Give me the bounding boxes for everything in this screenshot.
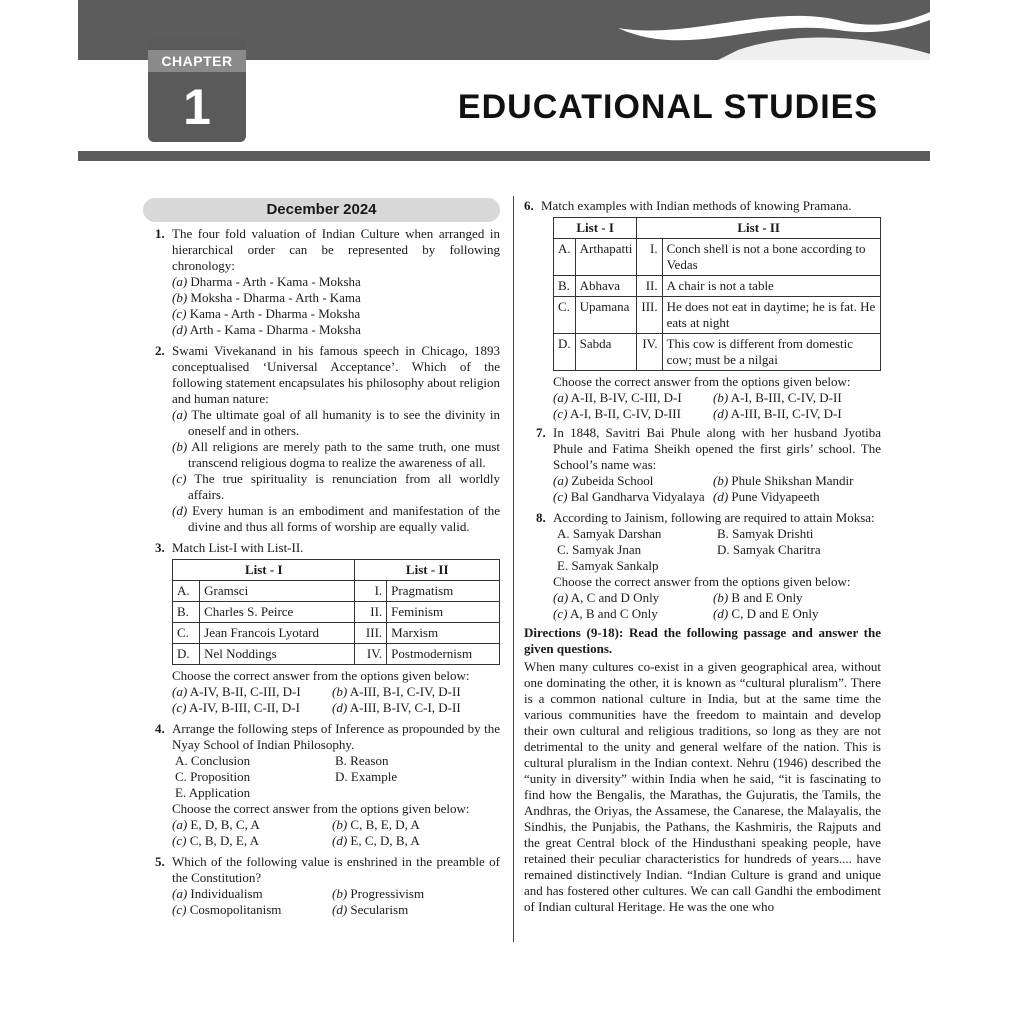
option-key: (c) <box>553 406 568 421</box>
cell: Gramsci <box>200 581 355 602</box>
option-key: (d) <box>172 322 188 337</box>
option-text: Phule Shikshan Mandir <box>731 473 854 488</box>
option <box>332 886 500 902</box>
option <box>332 684 500 700</box>
option <box>172 902 332 918</box>
option-text: Bal Gandharva Vidyalaya <box>570 489 705 504</box>
options-grid <box>155 886 500 918</box>
cell: This cow is different from domestic cow; must be a nilgai <box>662 334 880 371</box>
list-item: E. Samyak Sankalp <box>557 558 659 573</box>
table-row <box>554 334 881 371</box>
cell: Charles S. Peirce <box>200 602 355 623</box>
option-key: (a) <box>553 390 569 405</box>
cell: IV. <box>355 644 387 665</box>
list2-header: List - II <box>355 560 500 581</box>
question-5 <box>155 854 500 886</box>
options-grid <box>524 473 881 505</box>
options-grid <box>524 390 881 422</box>
question-number: 5. <box>155 854 165 869</box>
option-text: The ultimate goal of all humanity is to see the divinity in oneself and in others. <box>188 407 501 438</box>
cell: Jean Francois Lyotard <box>200 623 355 644</box>
table-row <box>173 623 500 644</box>
page-title: EDUCATIONAL STUDIES <box>457 88 878 126</box>
question-8 <box>524 510 881 526</box>
option <box>553 390 713 406</box>
question-text: Which of the following value is enshrined in the preamble of the Constitution? <box>172 854 500 885</box>
option <box>553 406 713 422</box>
option <box>172 684 332 700</box>
option <box>155 306 500 322</box>
option <box>155 290 500 306</box>
option <box>553 606 713 622</box>
cell: He does not eat in daytime; he is fat. He eats at night <box>662 297 880 334</box>
option-key: (a) <box>553 473 569 488</box>
cell: Abhava <box>575 276 637 297</box>
list1-header: List - I <box>554 218 637 239</box>
passage-directions: Directions (9-18): Read the following passage and answer the given questions. <box>524 625 881 656</box>
option <box>332 902 500 918</box>
question-number: 7. <box>536 425 546 440</box>
question-number: 3. <box>155 540 165 555</box>
list-item: A. Conclusion <box>175 753 251 768</box>
cell: III. <box>355 623 387 644</box>
option <box>172 886 332 902</box>
option-text: A, B and C Only <box>569 606 658 621</box>
option-text: C, B, D, E, A <box>189 833 260 848</box>
question-number: 1. <box>155 226 165 241</box>
option <box>332 817 500 833</box>
question-number: 8. <box>536 510 546 525</box>
option-key: (d) <box>332 833 348 848</box>
options-grid <box>524 590 881 622</box>
section-heading: December 2024 <box>143 198 500 222</box>
option-key: (b) <box>172 439 188 454</box>
option <box>713 473 881 489</box>
items-grid <box>155 753 500 801</box>
option-key: (d) <box>332 902 348 917</box>
question-text: Swami Vivekanand in his famous speech in Chicago, 1893 conceptualised ‘Universal Acceptance’. Which of the following statement encapsulates his philosophy about religion and human nature: <box>172 343 500 406</box>
cell: D. <box>173 644 200 665</box>
option-text: A-I, B-II, C-IV, D-III <box>569 406 681 421</box>
chapter-label: CHAPTER <box>148 50 246 72</box>
left-column <box>155 198 500 918</box>
option <box>553 489 713 505</box>
option <box>172 833 332 849</box>
option-text: E, C, D, B, A <box>350 833 420 848</box>
option-text: A, C and D Only <box>570 590 660 605</box>
option <box>155 439 500 471</box>
option-key: (d) <box>713 489 729 504</box>
options-grid <box>155 684 500 716</box>
option <box>155 503 500 535</box>
choose-instruction: Choose the correct answer from the options given below: <box>172 801 470 816</box>
option <box>172 817 332 833</box>
option <box>332 833 500 849</box>
option-text: Secularism <box>350 902 409 917</box>
option-text: A-II, B-IV, C-III, D-I <box>570 390 682 405</box>
cell: II. <box>637 276 662 297</box>
option-text: C, B, E, D, A <box>350 817 420 832</box>
option-key: (b) <box>332 817 348 832</box>
option-text: Arth - Kama - Dharma - Moksha <box>189 322 361 337</box>
option-key: (c) <box>172 833 187 848</box>
option-key: (b) <box>332 684 348 699</box>
cell: C. <box>173 623 200 644</box>
option <box>155 322 500 338</box>
option-key: (d) <box>332 700 348 715</box>
cell: B. <box>173 602 200 623</box>
list-item: B. Reason <box>335 753 389 768</box>
option <box>713 489 881 505</box>
option-key: (c) <box>172 471 187 486</box>
cell: Arthapatti <box>575 239 637 276</box>
option <box>553 473 713 489</box>
option-text: Cosmopolitanism <box>189 902 282 917</box>
list-item: D. Samyak Charitra <box>717 542 821 557</box>
option-text: A-III, B-II, C-IV, D-I <box>730 406 842 421</box>
table-row <box>173 602 500 623</box>
question-2 <box>155 343 500 407</box>
option-text: A-I, B-III, C-IV, D-II <box>730 390 842 405</box>
table-row <box>554 239 881 276</box>
options-grid <box>155 817 500 849</box>
cell: Feminism <box>387 602 500 623</box>
choose-instruction: Choose the correct answer from the options given below: <box>172 668 470 683</box>
option-key: (b) <box>713 473 729 488</box>
cell: I. <box>355 581 387 602</box>
cell: A chair is not a table <box>662 276 880 297</box>
cell: A. <box>554 239 576 276</box>
option-key: (c) <box>172 700 187 715</box>
items-grid <box>524 526 881 574</box>
option <box>155 407 500 439</box>
option-key: (b) <box>713 390 729 405</box>
option <box>713 406 881 422</box>
option-text: All religions are merely path to the same truth, one must transcend religious dogma to realize the awareness of all. <box>188 439 500 470</box>
column-divider <box>513 196 514 942</box>
option-text: B and E Only <box>731 590 803 605</box>
cell: A. <box>173 581 200 602</box>
list1-header: List - I <box>173 560 355 581</box>
list-item: E. Application <box>175 785 251 800</box>
option-text: Zubeida School <box>571 473 654 488</box>
question-number: 2. <box>155 343 165 358</box>
cell: Sabda <box>575 334 637 371</box>
question-3 <box>155 540 500 556</box>
question-text: Match List-I with List-II. <box>172 540 304 555</box>
question-number: 4. <box>155 721 165 736</box>
option-text: Dharma - Arth - Kama - Moksha <box>190 274 361 289</box>
cell: Upamana <box>575 297 637 334</box>
choose-instruction: Choose the correct answer from the options given below: <box>553 574 851 589</box>
cell: III. <box>637 297 662 334</box>
option <box>332 700 500 716</box>
question-1 <box>155 226 500 274</box>
option-text: Moksha - Dharma - Arth - Kama <box>190 290 361 305</box>
option-key: (a) <box>553 590 569 605</box>
chapter-badge <box>148 38 246 142</box>
cell: Conch shell is not a bone according to Vedas <box>662 239 880 276</box>
question-text: According to Jainism, following are required to attain Moksa: <box>553 510 875 525</box>
option <box>553 590 713 606</box>
table-row <box>554 276 881 297</box>
cell: Postmodernism <box>387 644 500 665</box>
option <box>155 274 500 290</box>
question-6 <box>524 198 881 214</box>
option-key: (a) <box>172 886 188 901</box>
question-number: 6. <box>524 198 534 213</box>
option-key: (c) <box>172 902 187 917</box>
option-text: A-IV, B-III, C-II, D-I <box>188 700 300 715</box>
option <box>713 606 881 622</box>
option-text: A-IV, B-II, C-III, D-I <box>189 684 301 699</box>
option-key: (d) <box>172 503 188 518</box>
option-key: (d) <box>713 606 729 621</box>
option-text: Individualism <box>190 886 263 901</box>
option-key: (a) <box>172 684 188 699</box>
option-key: (b) <box>713 590 729 605</box>
option-text: C, D and E Only <box>731 606 819 621</box>
question-text: Match examples with Indian methods of knowing Pramana. <box>541 198 852 213</box>
table-row <box>173 581 500 602</box>
option <box>155 471 500 503</box>
cell: IV. <box>637 334 662 371</box>
question-7 <box>524 425 881 473</box>
question-text: Arrange the following steps of Inference as propounded by the Nyay School of Indian Philosophy. <box>172 721 500 752</box>
cell: C. <box>554 297 576 334</box>
option-key: (c) <box>553 489 568 504</box>
option-key: (a) <box>172 274 188 289</box>
table-row <box>173 644 500 665</box>
option-text: E, D, B, C, A <box>190 817 260 832</box>
option-text: Every human is an embodiment and manifestation of the divine and thus all forms of worship are equally valid. <box>188 503 501 534</box>
option-key: (c) <box>553 606 568 621</box>
option-text: Pune Vidyapeeth <box>731 489 820 504</box>
cell: Nel Noddings <box>200 644 355 665</box>
table-row <box>554 297 881 334</box>
option-key: (c) <box>172 306 187 321</box>
list2-header: List - II <box>637 218 881 239</box>
list-item: C. Samyak Jnan <box>557 542 642 557</box>
option-key: (d) <box>713 406 729 421</box>
header-divider <box>78 151 930 161</box>
option-text: The true spirituality is renunciation from all worldly affairs. <box>188 471 500 502</box>
right-column <box>524 198 881 915</box>
chapter-number: 1 <box>183 79 211 135</box>
option <box>713 590 881 606</box>
match-table <box>172 559 500 665</box>
option-text: Kama - Arth - Dharma - Moksha <box>189 306 361 321</box>
option-text: A-III, B-IV, C-I, D-II <box>349 700 461 715</box>
option-key: (a) <box>172 817 188 832</box>
passage-text: When many cultures co-exist in a given geographical area, without one dominating the other, it is known as “cultural pluralism”. There is a common national culture in India, but at the same time the various communities have the freedom to maintain and develop their own cultural and religious traditions, so long as they are not detrimental to the unity and general welfare of the nation. This is cultural pluralism in the Indian context. Nehru (1946) described the “unity in diversity” within India when he said, “it is fascinating to find how the Bengalis, the Marathas, the Gujuratis, the Tamils, the Andhras, the Oriyas, the Assamese, the Canarese, the Malayalis, the Sindhis, the Punjabis, the Pathans, the Kashmiris, the Rajputs and the great Central block of the Hindusthani speaking people, have retained their peculiar characteristics for hundreds of years.... have remained distinctively Indian. “Indian Culture is grand and unique and has fostered other cultures. We can call Gandhi the embodiment of Indian cultural Heritage. He was the one who <box>524 659 881 914</box>
cell: Marxism <box>387 623 500 644</box>
option-key: (b) <box>332 886 348 901</box>
list-item: B. Samyak Drishti <box>717 526 814 541</box>
match-table <box>553 217 881 371</box>
option <box>172 700 332 716</box>
cell: II. <box>355 602 387 623</box>
option-text: A-III, B-I, C-IV, D-II <box>349 684 461 699</box>
cell: D. <box>554 334 576 371</box>
option-key: (b) <box>172 290 188 305</box>
choose-instruction: Choose the correct answer from the options given below: <box>553 374 851 389</box>
option-text: Progressivism <box>350 886 425 901</box>
cell: Pragmatism <box>387 581 500 602</box>
question-4 <box>155 721 500 753</box>
option-key: (a) <box>172 407 188 422</box>
question-text: In 1848, Savitri Bai Phule along with her husband Jyotiba Phule and Fatima Sheikh opened the first girls’ school. The School’s name was: <box>553 425 881 472</box>
question-text: The four fold valuation of Indian Culture when arranged in hierarchical order can be represented by following chronology: <box>172 226 500 273</box>
cell: B. <box>554 276 576 297</box>
option <box>713 390 881 406</box>
list-item: A. Samyak Darshan <box>557 526 662 541</box>
list-item: D. Example <box>335 769 398 784</box>
list-item: C. Proposition <box>175 769 251 784</box>
cell: I. <box>637 239 662 276</box>
